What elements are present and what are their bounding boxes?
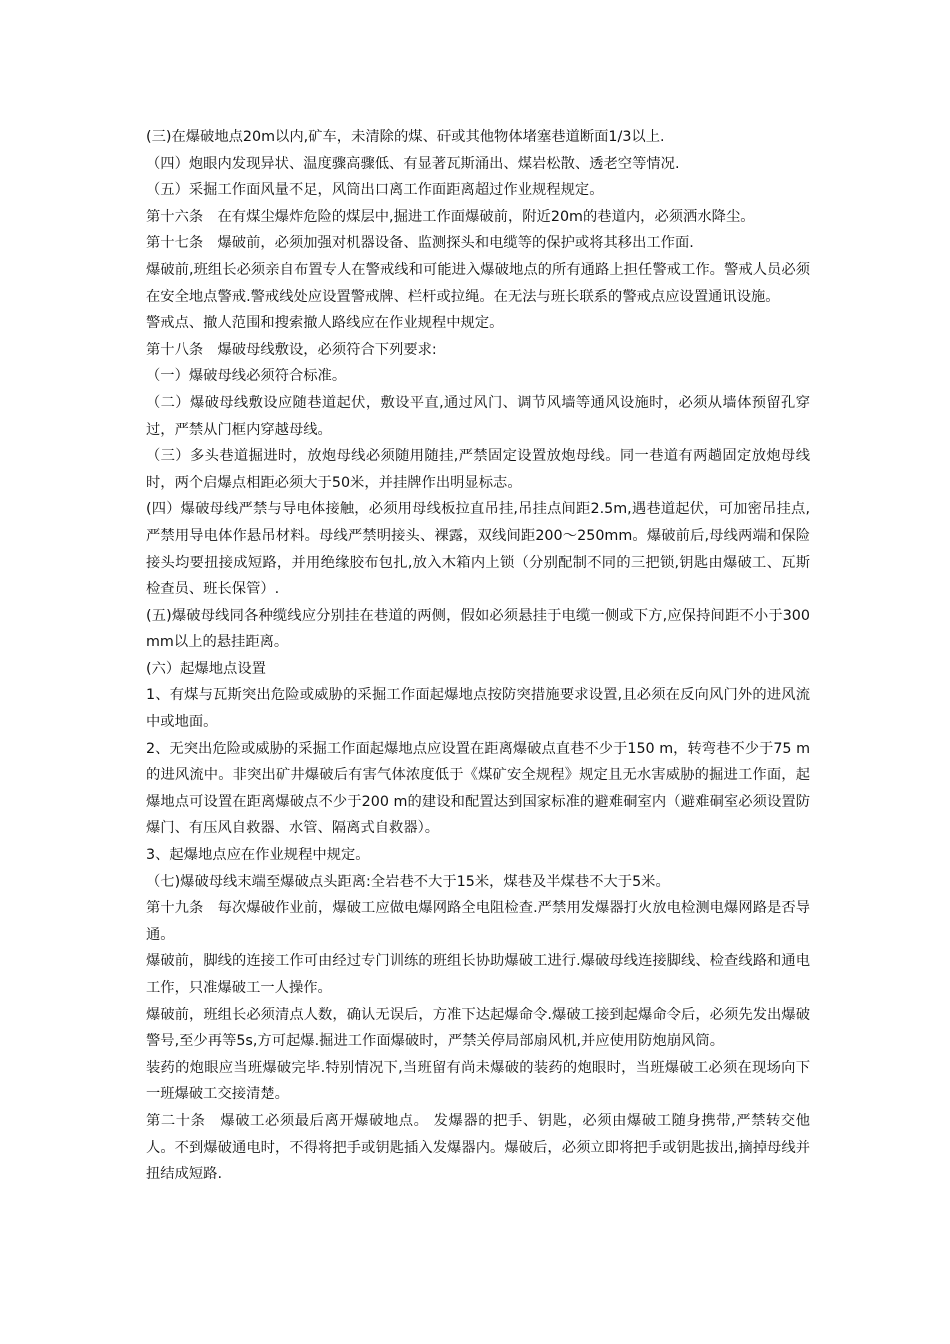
paragraph: (三)在爆破地点20m以内,矿车，未清除的煤、矸或其他物体堵塞巷道断面1/3以上. (146, 129, 665, 145)
paragraph: (六）起爆地点设置 (146, 660, 266, 677)
paragraph: (四）爆破母线严禁与导电体接触，必须用母线板拉直吊挂,吊挂点间距2.5m,遇巷道起伏，可加密吊挂点,严禁用导电体作悬吊材料。母线严禁明接头、裸露，双线间距200～250mm。爆破前后,母线两端和保险接头均要扭接成短路，并用绝缘胶布包扎,放入木箱内上锁（分别配制不同的三把锁,钥匙由爆破工、瓦斯检查员、班长保管）. (146, 501, 810, 598)
paragraph: 第十九条 每次爆破作业前，爆破工应做电爆网路全电阻检查.严禁用发爆器打火放电检测电爆网路是否导通。 (146, 900, 810, 943)
paragraph: 警戒点、撤人范围和搜索撤人路线应在作业规程中规定。 (146, 315, 504, 332)
paragraph: (五)爆破母线同各种缆线应分别挂在巷道的两侧，假如必须悬挂于电缆一侧或下方,应保持间距不小于300mm以上的悬挂距离。 (146, 607, 810, 651)
paragraph: （七)爆破母线末端至爆破点头距离:全岩巷不大于15米，煤巷及半煤巷不大于5米。 (146, 873, 670, 890)
paragraph: 第十八条 爆破母线敷设，必须符合下列要求: (146, 341, 437, 358)
paragraph: 2、无突出危险或威胁的采掘工作面起爆地点应设置在距离爆破点直巷不少于150 m，转弯巷不少于75 m的进风流中。非突出矿井爆破后有害气体浓度低于《煤矿安全规程》规定且无水害威胁的掘进工作面，起爆地点可设置在距离爆破点不少于200 m的建设和配置达到国家标准的避难硐室内（避难硐室必须设置防爆门、有压风自救器、水管、隔离式自救器）。 (146, 740, 810, 837)
paragraph: 装药的炮眼应当班爆破完毕.特别情况下,当班留有尚未爆破的装药的炮眼时，当班爆破工必须在现场向下一班爆破工交接清楚。 (146, 1059, 810, 1103)
document-page (146, 124, 810, 1188)
paragraph: 第十七条 爆破前，必须加强对机器设备、监测探头和电缆等的保护或将其移出工作面. (146, 235, 694, 252)
paragraph: （一）爆破母线必须符合标准。 (146, 368, 347, 385)
paragraph: （四）炮眼内发现异状、温度骤高骤低、有显著瓦斯涌出、煤岩松散、透老空等情况. (146, 155, 680, 172)
paragraph: 爆破前，班组长必须清点人数，确认无误后，方准下达起爆命令.爆破工接到起爆命令后，必须先发出爆破警号,至少再等5s,方可起爆.掘进工作面爆破时，严禁关停局部扇风机,并应使用防炮崩风筒。 (146, 1006, 810, 1050)
paragraph: （三）多头巷道掘进时，放炮母线必须随用随挂,严禁固定设置放炮母线。同一巷道有两趟固定放炮母线时，两个启爆点相距必须大于50米，并挂牌作出明显标志。 (146, 448, 810, 491)
paragraph: 爆破前,班组长必须亲自布置专人在警戒线和可能进入爆破地点的所有通路上担任警戒工作。警戒人员必须在安全地点警戒.警戒线处应设置警戒牌、栏杆或拉绳。在无法与班长联系的警戒点应设置通讯设施。 (146, 261, 810, 305)
paragraph: 爆破前，脚线的连接工作可由经过专门训练的班组长协助爆破工进行.爆破母线连接脚线、检查线路和通电工作，只准爆破工一人操作。 (146, 953, 810, 996)
paragraph: 第十六条 在有煤尘爆炸危险的煤层中,掘进工作面爆破前，附近20m的巷道内，必须洒水降尘。 (146, 208, 755, 225)
paragraph: 1、有煤与瓦斯突出危险或威胁的采掘工作面起爆地点按防突措施要求设置,且必须在反向风门外的进风流中或地面。 (146, 687, 810, 731)
paragraph: 第二十条 爆破工必须最后离开爆破地点。 发爆器的把手、钥匙，必须由爆破工随身携带,严禁转交他人。不到爆破通电时，不得将把手或钥匙插入发爆器内。爆破后，必须立即将把手或钥匙拔出,摘掉母线并扭结成短路. (146, 1112, 810, 1183)
paragraph: （二）爆破母线敷设应随巷道起伏，敷设平直,通过风门、调节风墙等通风设施时，必须从墙体预留孔穿过，严禁从门框内穿越母线。 (146, 394, 810, 438)
paragraph: （五）采掘工作面风量不足，风筒出口离工作面距离超过作业规程规定。 (146, 182, 604, 199)
paragraph: 3、起爆地点应在作业规程中规定。 (146, 847, 370, 864)
